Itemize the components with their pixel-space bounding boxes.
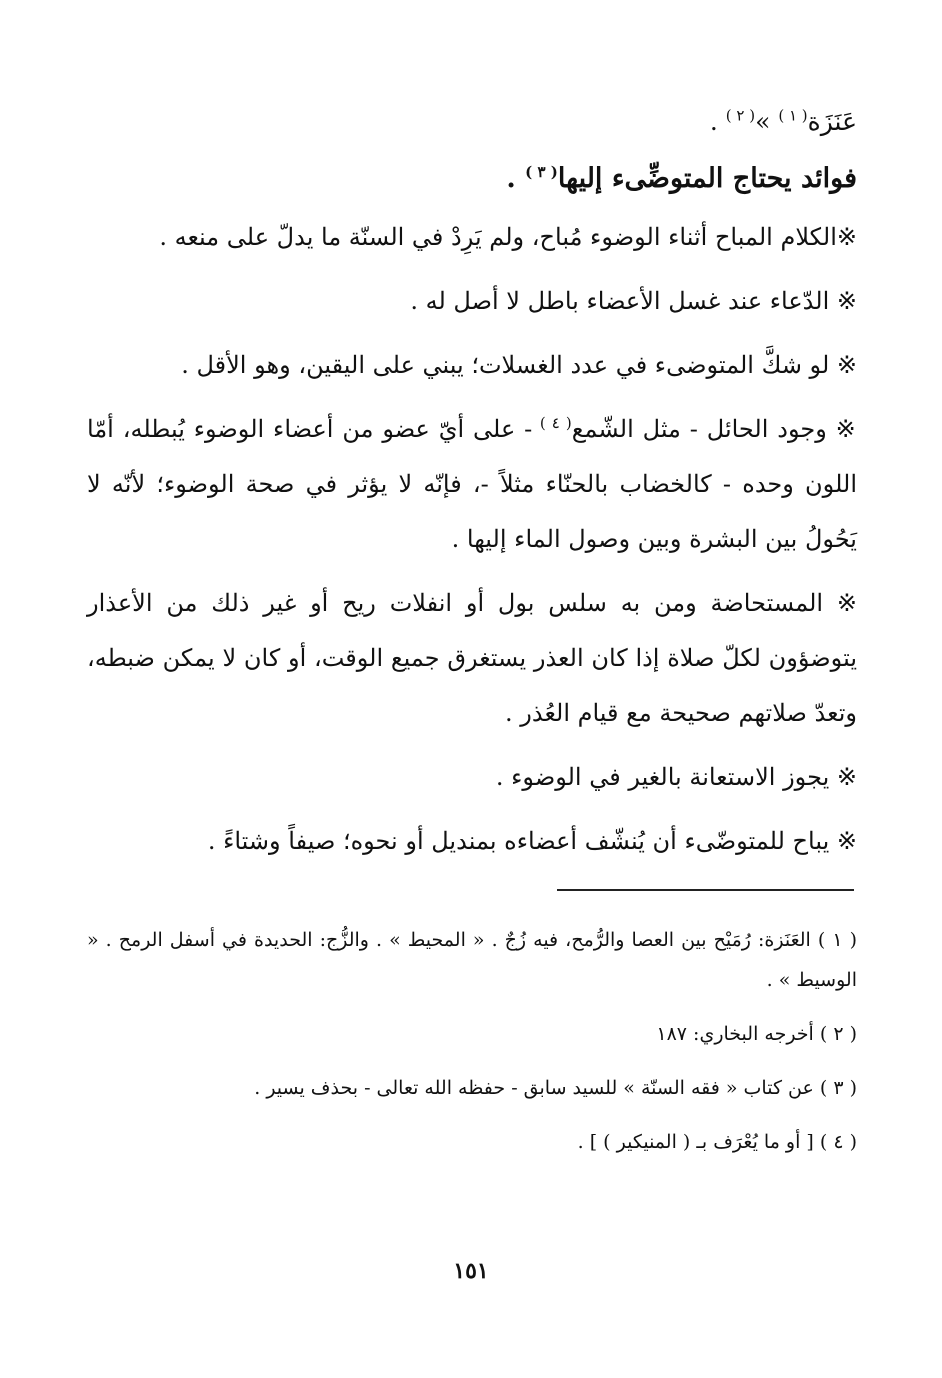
footnote-ref-3[interactable]: ( ٣ ) — [525, 163, 558, 181]
continuation-word: عَنَزَة — [807, 107, 857, 136]
footnote-1: ( ١ ) العَنَزة: رُمَيْح بين العصا والرُّمح، فيه زُجٌ . « المحيط » . والزُّج: الحديدة في أسفل الرمح . « الوسيط » . — [87, 929, 857, 991]
main-text — [87, 100, 857, 878]
footnotes-section — [87, 920, 857, 1176]
footnote-4: ( ٤ ) [ أو ما يُعْرَف بـ ( المنيكير ) ] . — [577, 1131, 857, 1153]
paragraph-assistance: ※ يجوز الاستعانة بالغير في الوضوء . — [495, 763, 857, 791]
paragraph-speech: ※الكلام المباح أثناء الوضوء مُباح، ولم يَرِدْ في السنّة ما يدلّ على منعه . — [159, 223, 857, 251]
section-heading — [87, 154, 857, 204]
paragraph-doubt: ※ لو شكَّ المتوضىء في عدد الغسلات؛ يبني على اليقين، وهو الأقل . — [181, 351, 857, 379]
footnote-ref-1[interactable]: ( ١ ) — [778, 106, 808, 125]
continuation-end: . — [709, 107, 726, 136]
footnote-3: ( ٣ ) عن كتاب « فقه السنّة » للسيد سابق - حفظه الله تعالى - بحذف يسير . — [254, 1077, 857, 1099]
barrier-text-1: ※ وجود الحائل - مثل الشّمع — [571, 415, 858, 443]
page-number: ١٥١ — [453, 1258, 489, 1284]
paragraph-barrier — [87, 402, 857, 567]
paragraph-supplication: ※ الدّعاء عند غسل الأعضاء باطل لا أصل له . — [410, 287, 857, 315]
footnote-2: ( ٢ ) أخرجه البخاري: ١٨٧ — [656, 1023, 857, 1045]
heading-end: . — [506, 163, 526, 194]
barrier-text-2: - على أيّ عضو من أعضاء الوضوء يُبطله، أمّا اللون وحده - كالخضاب بالحنّاء مثلاً -، فإنّه لا يؤثر في صحة الوضوء؛ لأنّه لا يَحُولُ بين البشرة وبين وصول الماء إليها . — [87, 415, 858, 553]
footnote-ref-4[interactable]: ( ٤ ) — [539, 414, 572, 432]
footnote-ref-2[interactable]: ( ٢ ) — [725, 106, 756, 125]
heading-text: فوائد يحتاج المتوضِّىء إليها — [557, 163, 857, 194]
footnote-divider — [557, 889, 854, 891]
continuation-line — [87, 100, 857, 144]
closing-quote: » — [755, 107, 779, 136]
paragraph-excuses: ※ المستحاضة ومن به سلس بول أو انفلات ريح أو غير ذلك من الأعذار يتوضؤون لكلّ صلاة إذا كان العذر يستغرق جميع الوقت، أو كان لا يمكن ضبطه، وتعدّ صلاتهم صحيحة مع قيام العُذر . — [87, 589, 857, 727]
paragraph-drying: ※ يباح للمتوضّىء أن يُنشّف أعضاءه بمنديل أو نحوه؛ صيفاً وشتاءً . — [207, 827, 857, 855]
